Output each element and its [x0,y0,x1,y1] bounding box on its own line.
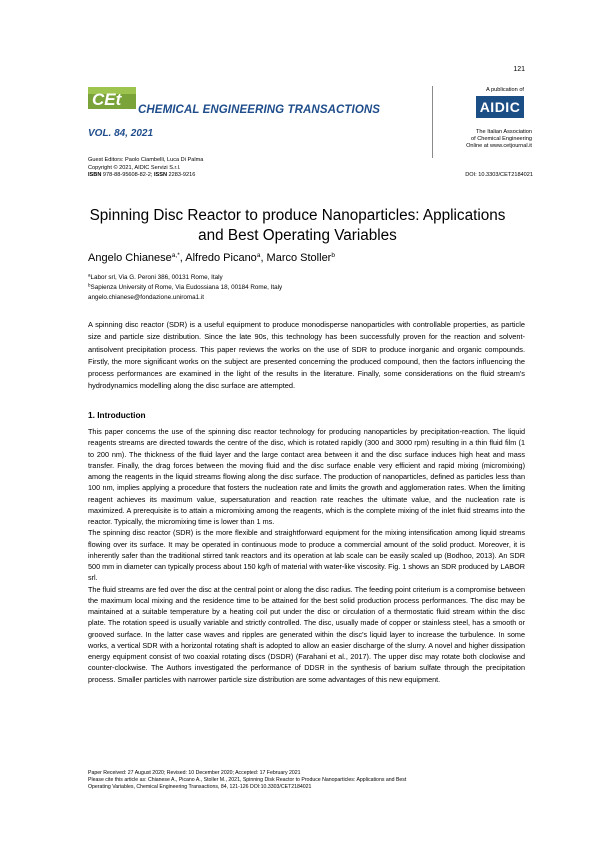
paragraph: This paper concerns the use of the spinning disc reactor technology for producing nanoparticles by precipitation-reaction. The liquid reagents streams are directed towards the centre of the disc, which is rotated rapidly (300 and 3000 rpm) resulting in a thin fluid film (1 to 200 nm). The thickness of the fluid layer and the large contact area between it and the disc surface induces high heat and mass transfer. Finally, the drag forces between the moving fluid and the disc surface enable very efficient and rapid mixing (micromixing) among the reagents in the liquid streams flowing along the disc surface. The production of nanoparticles, defined as particles less than 100 nm, implies applying a procedure that fosters the nucleation rate and limits the growth and agglomeration rates. When the limiting reagent achieves its maximum value, supersaturation and reaction rate reaches the ultimate value, and the nucleation rate is maximized. A prerequisite is to attain a micromixing among the reagents, which is the complete mixing of the inlet fluid streams into the reactor. Typically, the micromixing time is lower than 1 ms. [88,427,525,526]
paper-title-line: Spinning Disc Reactor to produce Nanoparticles: Applications [89,207,506,224]
affiliation-text: Sapienza University of Rome, Via Eudossiana 18, 00184 Rome, Italy [90,284,283,291]
abstract: A spinning disc reactor (SDR) is a useful equipment to produce monodisperse nanoparticles with controllable properties, as particle size and particle size distribution. Since the late 90s, this technology has been successfully proven for the reaction and solvent-antisolvent precipitation process. This paper reviews the works on the use of SDR to produce inorganic and organic compounds. Firstly, the more significant works on the subject are presented concerning the produced compound, then the factors influencing the process performances are examined in the light of the results in the literature. Finally, some considerations on the fluid stream's hydrodynamics modelling along the disc surface are attempted. [88,320,525,391]
affiliation-b [88,283,282,293]
paper-title-line: and Best Operating Variables [198,227,397,244]
journal-title-transactions: TRANSACTIONS [287,104,381,116]
association-website: Online at www.cetjournal.it [466,143,532,150]
copyright: Copyright © 2021, AIDIC Servizi S.r.l. [88,164,181,171]
author-affiliation-mark: a [256,252,261,259]
citation-line: Operating Variables, Chemical Engineering Transactions, 84, 121-126 DOI:10.3303/CET2184021 [88,784,312,791]
corresponding-email[interactable]: angelo.chianese@fondazione.uniroma1.it [88,294,204,301]
author-affiliation-mark: a,* [171,252,180,259]
volume-label: VOL. 84, 2021 [88,128,154,139]
publication-of-label: A publication of [486,87,524,93]
editors-block [88,157,203,180]
isbn-issn [88,172,203,180]
section-heading-introduction: 1. Introduction [88,410,146,420]
journal-title-main: CHEMICAL ENGINEERING [138,104,288,116]
paper-title [60,206,535,246]
authors [88,252,335,264]
introduction-body [88,426,525,685]
association-line: of Chemical Engineering [471,136,532,143]
affiliation-mark: b [88,282,91,288]
page-number: 121 [513,66,525,73]
isbn-value: 978-88-95608-82-2; [101,172,154,178]
header-divider [432,86,433,158]
cet-logo-text: CEt [92,90,122,109]
affiliation-mark: a [88,272,91,278]
author-name: , Marco Stoller [260,252,332,264]
association-info [440,129,532,151]
cet-logo-graphic [88,87,136,109]
issn-value: 2283-9216 [167,172,196,178]
affiliation-a [88,273,282,283]
footer [88,770,528,792]
author-name: Angelo Chianese [88,252,172,264]
journal-title [138,104,380,116]
association-line: The Italian Association [476,129,532,135]
aidic-logo: AIDIC [476,96,524,118]
guest-editors: Guest Editors: Paolo Ciambelli, Luca Di Palma [88,157,204,163]
isbn-label: ISBN [88,172,102,178]
doi: DOI: 10.3303/CET2184021 [465,172,533,178]
affiliation-text: Labor srl, Via G. Peroni 386, 00131 Rome, Italy [90,274,223,281]
paragraph: The spinning disc reactor (SDR) is the more flexible and straightforward equipment for the mixing intensification among liquid streams flowing over its surface. It may be operated in continuous mode to produce a commercial amount of the solid product. Moreover, it is inherently safer than the traditional stirred tank reactors and its operation at lab scale can be easily scaled up (Bodhoo, 2013). An SDR 500 mm in diameter can typically process about 150 kg/h of material with water-like viscosity. Fig. 1 shows an SDR produced by LABOR srl. [88,528,525,583]
author-affiliation-mark: b [331,252,335,259]
citation-line: Please cite this article as: Chianese A., Picano A., Stoller M., 2021, Spinning Disk Reactor to Produce Nanoparticles: Applications and Best [88,777,407,784]
cet-logo [88,87,136,109]
paragraph: The fluid streams are fed over the disc at the central point or along the disc radius. The feeding point criterium is a compromise between the maximum local mixing and the residence time to be attained for the best solid production process performances. The disc may be maintained at a suitable temperature by a heating coil put under the disc or circulation of a thermostatic fluid stream within the disc plate. The rotation speed is usually variable and strictly controlled. The disc, usually made of copper or stainless steel, has a smooth or grooved surface. In the latter case waves and ripples are generated within the disc's liquid layer to increase the turbulence. In some works, a vertical SDR with a horizontal rotating shaft is adopted to allow an easier discharge of the slurry. A novel and higher dissipation energy equipment consist of two coaxial rotating discs (DSDR) (Farahani et al., 2017). The upper disc may rotate both clockwise and counter-clockwise. The Authors investigated the performance of DDSR in the synthesis of barium sulfate through the precipitation process. Smaller particles with narrower particle size distribution are some advantages of this new equipment. [88,584,525,684]
paper-received-dates: Paper Received: 27 August 2020; Revised: 10 December 2020; Accepted: 17 February 2021 [88,770,301,776]
issn-label: ISSN [153,172,167,178]
affiliations [88,273,282,303]
author-name: , Alfredo Picano [179,252,257,264]
